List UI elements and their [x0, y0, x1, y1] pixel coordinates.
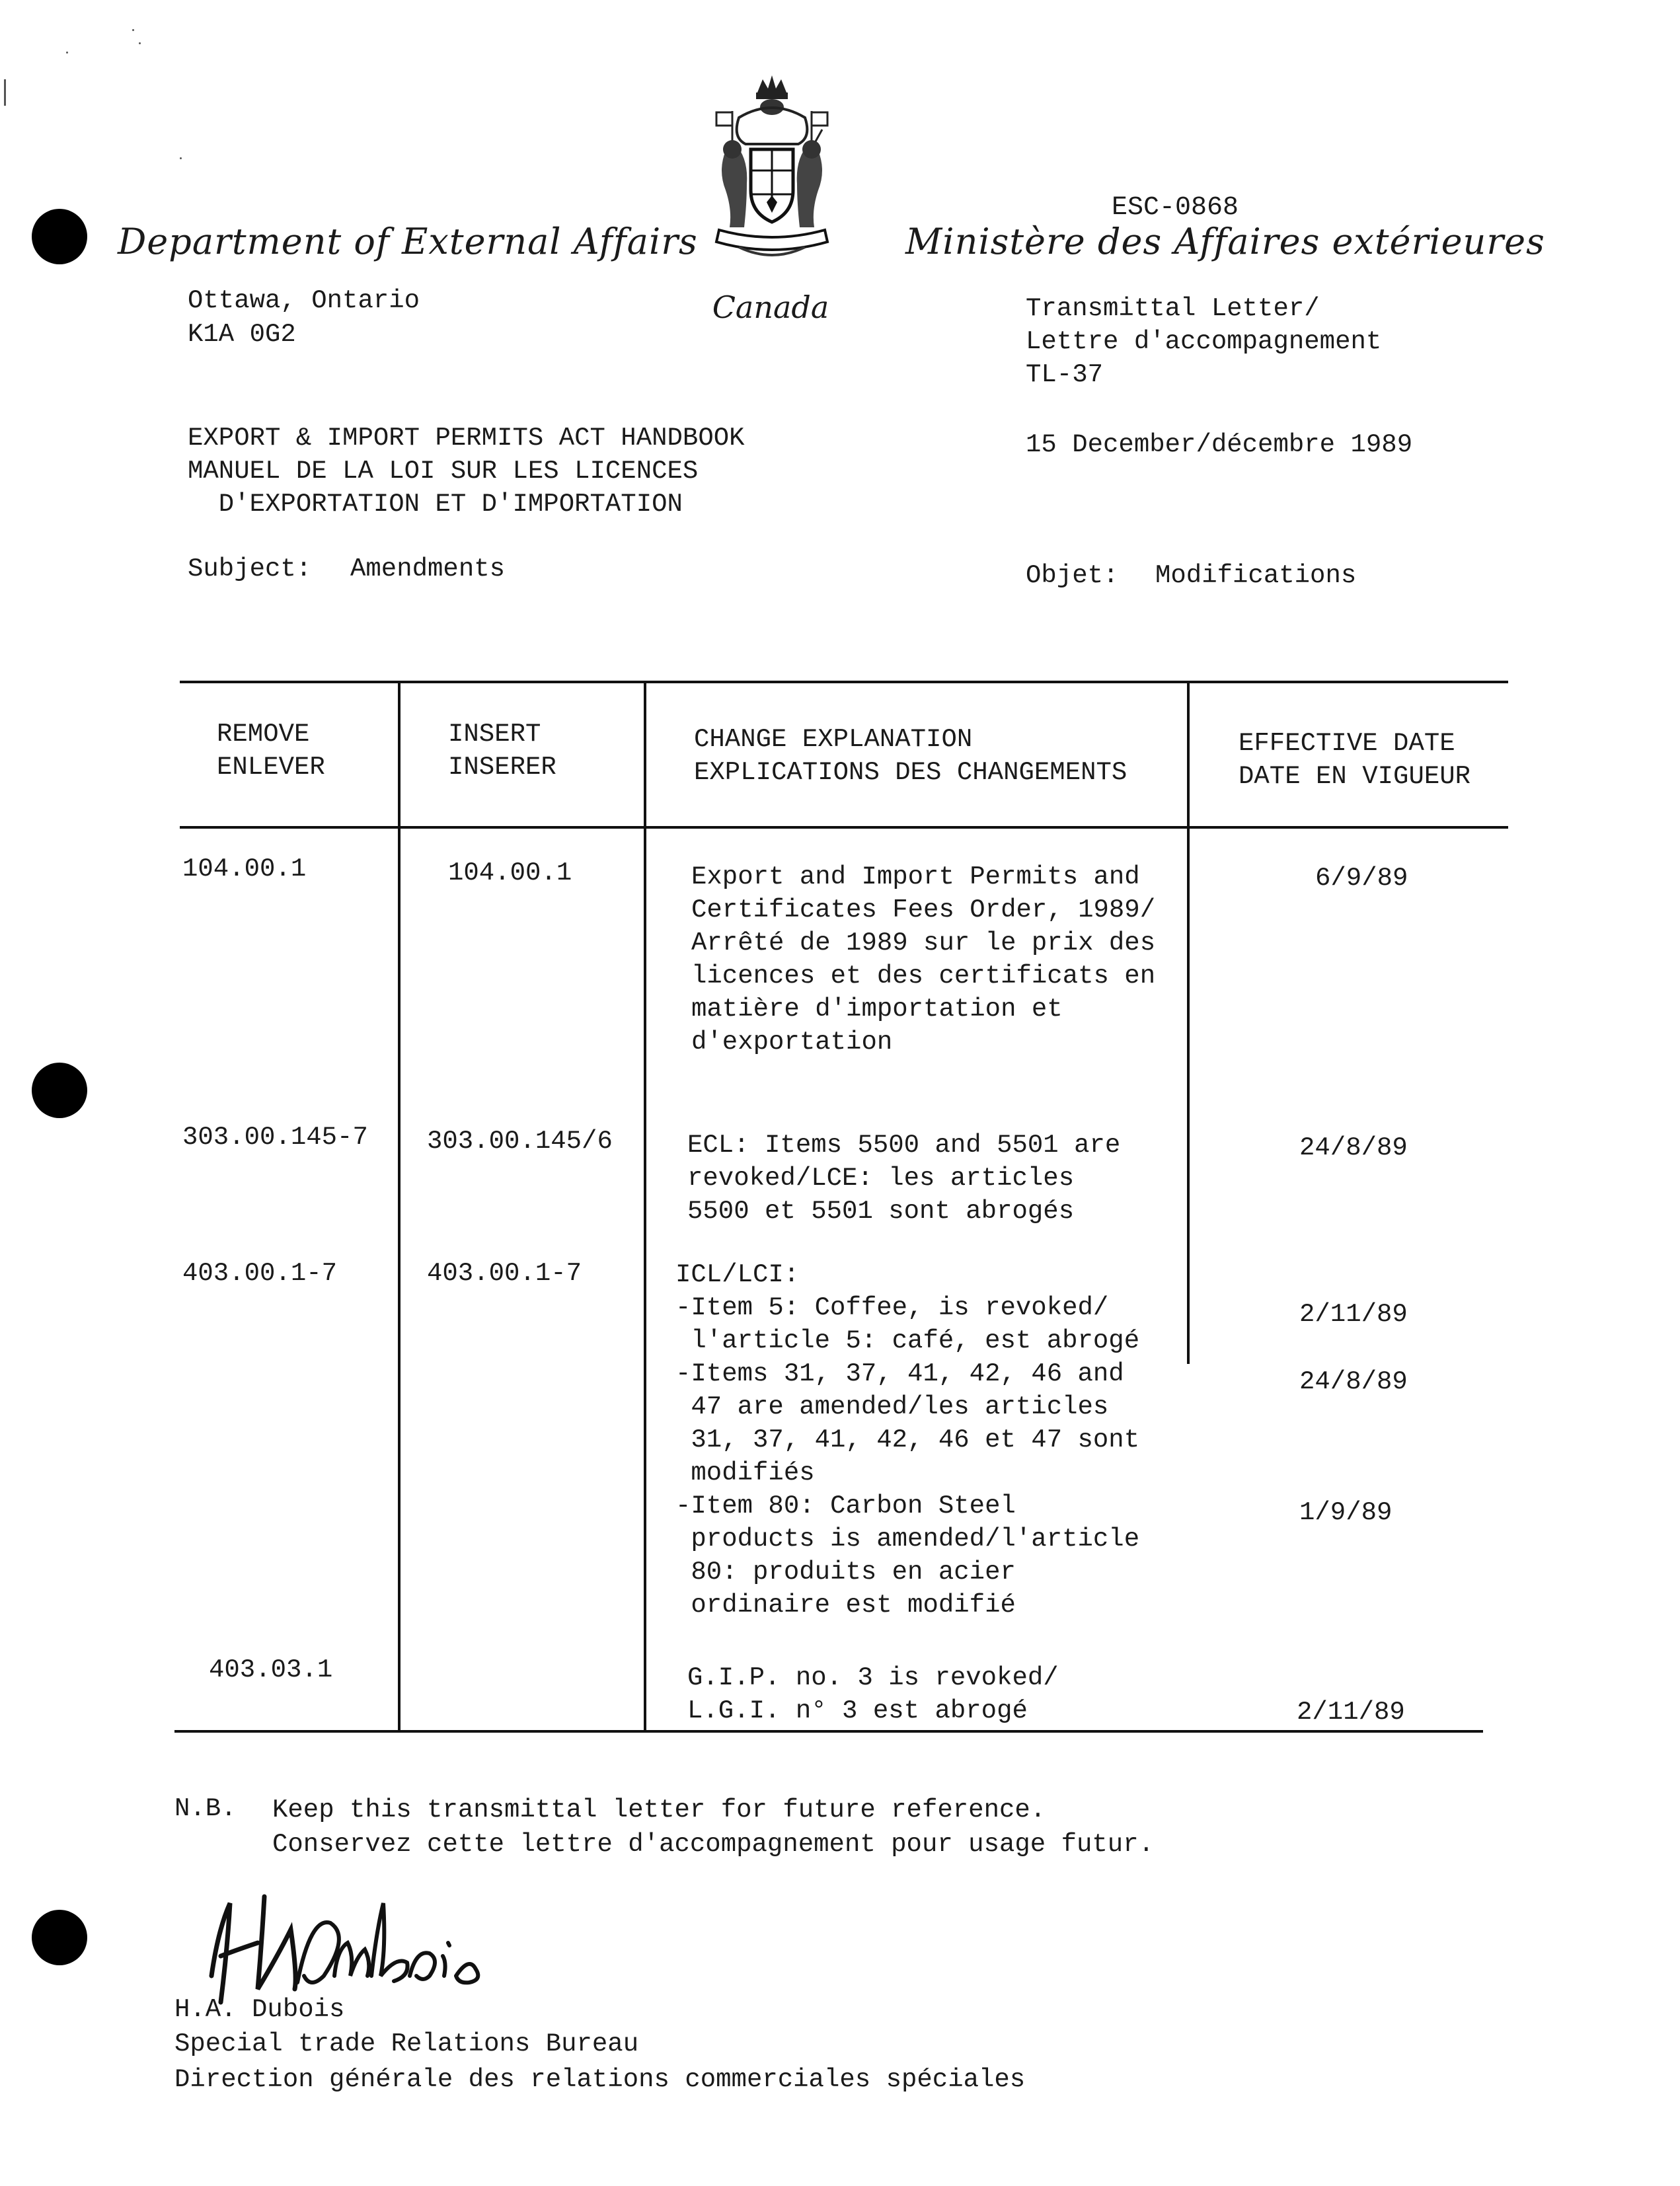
- row-1-change: Export and Import Permits and Certificates Fees Order, 1989/ Arrêté de 1989 sur le prix des licences et des certificats en matière d'importation et d'exportation: [691, 862, 1156, 1057]
- scan-speck: [66, 52, 68, 54]
- table-divider-1: [398, 683, 401, 1730]
- signatory-title-en: Special trade Relations Bureau: [174, 2029, 639, 2058]
- objet-label: Objet:: [1026, 561, 1119, 590]
- punch-hole-bottom: [32, 1910, 87, 1965]
- letter-date: 15 December/décembre 1989: [1026, 430, 1413, 459]
- canada-wordmark: Canada: [712, 289, 829, 325]
- scan-speck: [180, 157, 182, 159]
- table-divider-3: [1187, 683, 1190, 1364]
- subject-value: Amendments: [350, 554, 506, 584]
- row-2-change: ECL: Items 5500 and 5501 are revoked/LCE: les articles 5500 et 5501 sont abrogés: [687, 1131, 1121, 1226]
- note-label: N.B.: [174, 1794, 237, 1823]
- header-change: CHANGE EXPLANATION EXPLICATIONS DES CHANGEMENTS: [694, 725, 1127, 787]
- coat-of-arms: [706, 71, 838, 270]
- subject-label: Subject:: [188, 554, 312, 584]
- handbook-title-line-1: EXPORT & IMPORT PERMITS ACT HANDBOOK: [188, 424, 745, 453]
- row-3-effective-1: 2/11/89: [1299, 1300, 1408, 1329]
- address-line-2: K1A 0G2: [188, 320, 296, 349]
- punch-hole-middle: [32, 1063, 87, 1118]
- scan-speck: [132, 29, 134, 31]
- signatory-title-fr: Direction générale des relations commerciales spéciales: [174, 2065, 1026, 2094]
- row-3-effective-3: 1/9/89: [1299, 1498, 1393, 1527]
- handbook-title-line-3: D'EXPORTATION ET D'IMPORTATION: [188, 490, 683, 519]
- scan-speck: [139, 42, 141, 44]
- address-line-1: Ottawa, Ontario: [188, 286, 420, 315]
- note-line-1: Keep this transmittal letter for future reference.: [272, 1795, 1046, 1825]
- row-2-remove: 303.00.145-7: [182, 1123, 368, 1152]
- row-3-insert: 403.00.1-7: [427, 1259, 582, 1288]
- table-header-rule: [180, 826, 1508, 829]
- reference-number: ESC-0868: [1112, 193, 1239, 223]
- table-divider-2: [644, 683, 646, 1730]
- row-1-effective: 6/9/89: [1315, 864, 1408, 893]
- row-1-insert: 104.00.1: [448, 858, 572, 887]
- header-remove: REMOVE ENLEVER: [217, 720, 325, 782]
- signature-icon: [198, 1877, 515, 2009]
- department-name-en: Department of External Affairs: [118, 221, 698, 262]
- note-line-2: Conservez cette lettre d'accompagnement pour usage futur.: [272, 1830, 1155, 1859]
- row-2-effective: 24/8/89: [1299, 1133, 1408, 1162]
- header-insert: INSERT INSERER: [448, 720, 556, 782]
- row-1-remove: 104.00.1: [182, 854, 307, 884]
- row-3-remove: 403.00.1-7: [182, 1259, 338, 1288]
- row-4-change: G.I.P. no. 3 is revoked/ L.G.I. n° 3 est abrogé: [687, 1663, 1059, 1725]
- table-top-rule: [180, 681, 1508, 683]
- scan-speck: [4, 79, 6, 106]
- row-2-insert: 303.00.145/6: [427, 1127, 613, 1156]
- doc-code: TL-37: [1026, 360, 1104, 389]
- row-3-change: ICL/LCI: -Item 5: Coffee, is revoked/ l'article 5: café, est abrogé -Items 31, 37, 41, 42, 46 and 47 are amended/les articles 31, 37, 41, 42, 46 et 47 sont modifiés -Item 80: Carbon Steel products is amended/l'article 80: produits en acier ordinaire est modifié: [675, 1260, 1140, 1620]
- row-4-effective: 2/11/89: [1297, 1698, 1405, 1727]
- doc-type-line-1: Transmittal Letter/: [1026, 294, 1320, 323]
- punch-hole-top: [32, 209, 87, 264]
- handwritten-signature: [198, 1877, 515, 2009]
- header-effective: EFFECTIVE DATE DATE EN VIGUEUR: [1239, 729, 1471, 791]
- objet-value: Modifications: [1155, 561, 1357, 590]
- row-3-effective-2: 24/8/89: [1299, 1367, 1408, 1396]
- table-bottom-rule: [174, 1730, 1483, 1733]
- department-name-fr: Ministère des Affaires extérieures: [905, 221, 1545, 262]
- signatory-name: H.A. Dubois: [174, 1995, 345, 2024]
- coat-of-arms-icon: [706, 71, 838, 270]
- doc-type-line-2: Lettre d'accompagnement: [1026, 327, 1382, 356]
- handbook-title-line-2: MANUEL DE LA LOI SUR LES LICENCES: [188, 457, 699, 486]
- row-4-remove: 403.03.1: [209, 1655, 333, 1684]
